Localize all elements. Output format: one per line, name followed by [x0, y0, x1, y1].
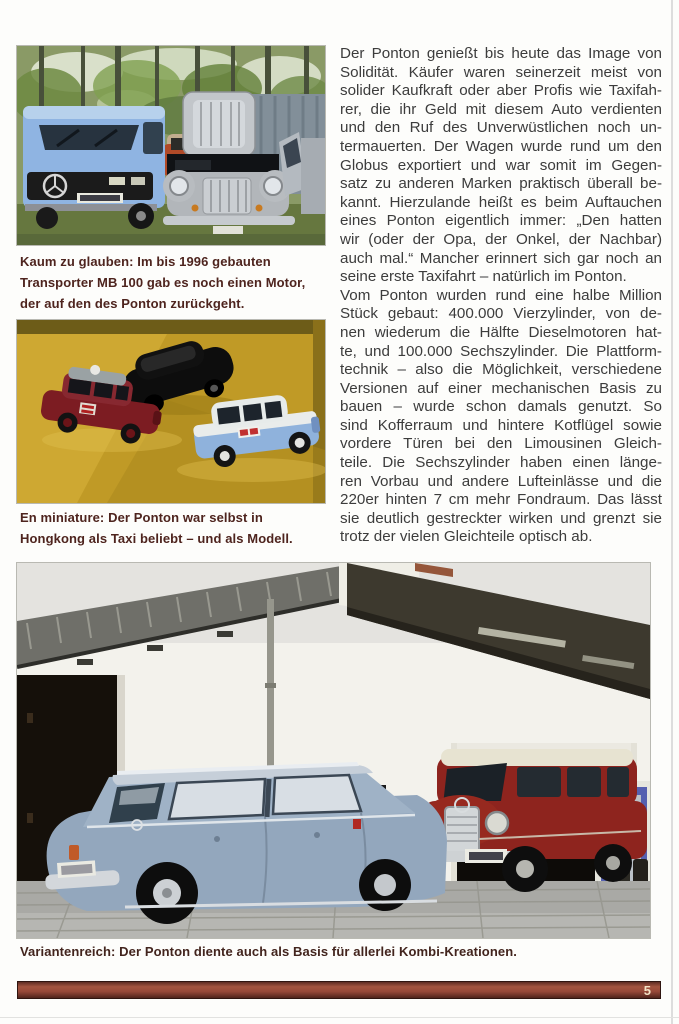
footer-bar [17, 981, 661, 999]
body-text-line: technik – also die Möglichkeit, verschiedene [340, 361, 662, 379]
mb100-van [23, 106, 165, 229]
body-text-line: kannt. Hierzulande heißt es beim Auftauchen [340, 193, 662, 211]
article-body [340, 45, 662, 547]
body-text-line: trotz der vielen Gleichteile optisch ab. [340, 528, 593, 546]
body-text-line: ren Vorbau und andere Lufteinlässe und die [340, 472, 662, 490]
scan-edge [671, 0, 673, 1024]
body-text-line: sind Kofferraum und hintere Kotflügel sowie [340, 416, 662, 434]
body-text-line: Versionen auf einer mechanischen Basis zu [340, 379, 662, 397]
body-text-line: satz zu anderen Marken praktisch überall be- [340, 175, 662, 193]
page-number: 5 [643, 983, 651, 998]
kombi-photo [17, 563, 650, 938]
transporter-photo-illustration [17, 46, 325, 245]
body-text-line: Der Ponton genießt bis heute das Image von [340, 45, 662, 62]
body-text-line: rer, die ihr Geld mit diesem Auto verdienten [340, 100, 662, 118]
body-text-line: te, und 100.000 Sechszylinder. Die Plattform- [340, 342, 662, 360]
body-text-line: Globus exportiert und war somit im Gegen- [340, 156, 662, 174]
model-cars-illustration [17, 320, 325, 503]
body-text-line: teile. Die Sechszylinder haben einen länge- [340, 454, 662, 472]
caption-model-cars: En miniature: Der Ponton war selbst in Hongkong als Taxi beliebt – und als Modell. [20, 510, 293, 546]
body-text-line: Solidität. Käufer waren seinerzeit meist von [340, 63, 662, 81]
body-text-line: termauerten. Der Wagen wurde rund um den [340, 137, 662, 155]
body-text-line: Stück gebaut: 400.000 Vierzylinder, von de- [340, 305, 662, 323]
body-text-line: sie deutlich gestreckter wirken und grenzt sie [340, 509, 662, 527]
body-text-line: bauen – wurde schon damals genutzt. So [340, 398, 662, 416]
transporter-photo [17, 46, 325, 245]
body-text-line: nen wiederum die Hälfte Dieselmotoren hat- [340, 323, 662, 341]
body-text-line: seine erste Taxifahrt – natürlich im Ponton. [340, 268, 627, 286]
body-text-line: wir (oder der Opa, der Onkel, der Nachbar) [340, 230, 662, 248]
body-text-line: Vom Ponton wurden rund eine halbe Million [340, 286, 662, 304]
body-text-line: solider Kaufkraft oder aber Profis wie Taxifah- [340, 82, 662, 100]
kombi-photo-illustration [17, 563, 650, 938]
caption-transporter: Kaum zu glauben: Im bis 1996 gebauten Transporter MB 100 gab es noch einen Motor, der auf den des Ponton zurückgeht. [20, 254, 306, 311]
body-text-line: 220er hinten 7 cm mehr Fondraum. Das lässt [340, 491, 662, 509]
scan-edge [0, 1017, 679, 1018]
body-text-line: auch mal.“ Mancher erinnert sich gar noch an [340, 249, 662, 267]
model-cars-photo [17, 320, 325, 503]
body-text-line: eines Ponton eigentlich immer: „Den hatten [340, 212, 662, 230]
body-text-line: und den Ruf des Unverwüstlichen noch un- [340, 119, 662, 137]
body-text-line: vordere Türen bei den Limousinen Gleich- [340, 435, 662, 453]
caption-kombi: Variantenreich: Der Ponton diente auch als Basis für allerlei Kombi-Kreationen. [20, 944, 517, 959]
